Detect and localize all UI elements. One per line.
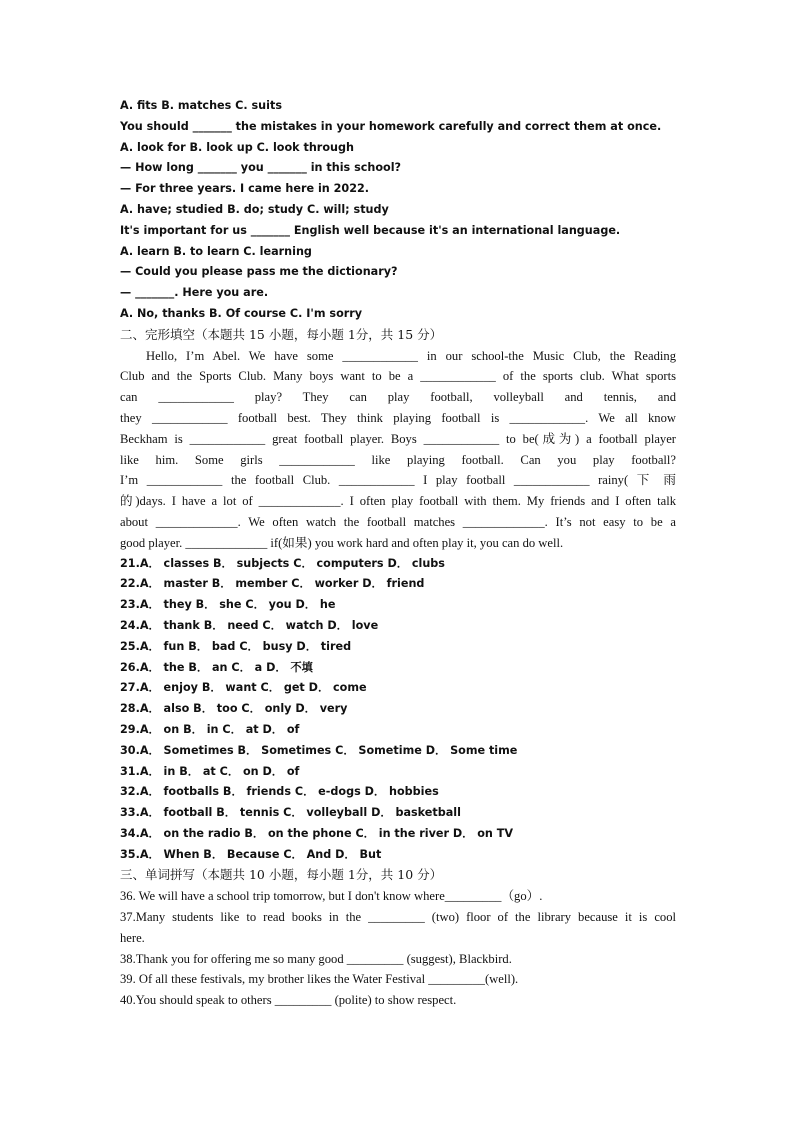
option-row: 22.A． master B． member C． worker D． friend [120,577,425,591]
question-line: — _______. Here you are. [120,286,269,300]
question-line: It's important for us _______ English well because it's an international language. [120,223,621,237]
question-line: — How long _______ you _______ in this school? [120,161,402,175]
option-row: 24.A． thank B． need C． watch D． love [120,618,379,632]
question-line: — Could you please pass me the dictionary? [120,265,398,279]
option-row: 30.A． Sometimes B． Sometimes C． Sometime D． Some time [120,743,518,757]
option-row: 26.A． the B． an C． a D． 不填 [120,660,313,674]
passage-line: about _____________. We often watch the football matches _____________. It’s not easy to be a [120,514,676,529]
option-row: 25.A． fun B． bad C． busy D． tired [120,639,352,653]
spelling-item: 40.You should speak to others _________ (polite) to show respect. [120,993,457,1008]
option-row: 31.A． in B． at C． on D． of [120,764,300,778]
option-row: 34.A． on the radio B． on the phone C． in the river D． on TV [120,826,514,840]
question-line: A. have; studied B. do; study C. will; study [120,202,389,216]
option-row: 21.A． classes B． subjects C． computers D． clubs [120,556,445,570]
passage-line: 的)days. I have a lot of _____________. I often play football with them. My friends and I often talk [120,494,676,509]
spelling-item: 39. Of all these festivals, my brother likes the Water Festival _________(well). [120,972,519,987]
question-line: — For three years. I came here in 2022. [120,182,370,196]
passage-line: Club and the Sports Club. Many boys want to be a ____________ of the sports club. What sports [120,369,676,384]
spelling-item: here. [120,930,145,945]
passage-line: I’m ____________ the football Club. ____________ I play football ____________ rainy( 下 雨 [120,473,676,488]
question-line: A. No, thanks B. Of course C. I'm sorry [120,306,363,320]
section-heading-spelling: 三、单词拼写（本题共 10 小题，每小题 1分，共 10 分） [120,867,443,883]
previous-questions [120,96,676,325]
passage-line: good player. _____________ if(如果) you work hard and often play it, you can do well. [120,535,564,550]
passage-line: Hello, I’m Abel. We have some ____________ in our school-the Music Club, the Reading [146,348,676,363]
question-line: You should _______ the mistakes in your homework carefully and correct them at once. [120,119,662,133]
option-row: 23.A． they B． she C． you D． he [120,598,336,612]
option-row: 28.A． also B． too C． only D． very [120,702,348,716]
spelling-items [120,886,676,1011]
section-heading-cloze: 二、完形填空（本题共 15 小题，每小题 1分，共 15 分） [120,326,443,342]
passage-line: Beckham is ____________ great football player. Boys ____________ to be(成为) a football player [120,431,676,446]
spelling-item: 37.Many students like to read books in the _________ (two) floor of the library because it is cool [120,910,676,925]
passage-line: they ____________ football best. They think playing football is ____________. We all know [120,410,676,425]
cloze-passage [120,346,676,554]
spelling-item: 36. We will have a school trip tomorrow, but I don't know where_________（go）. [120,889,543,904]
option-row: 27.A． enjoy B． want C． get D． come [120,681,367,695]
option-row: 35.A． When B． Because C． And D． But [120,847,382,861]
option-row: 33.A． football B． tennis C． volleyball D． basketball [120,806,461,820]
option-row: 29.A． on B． in C． at D． of [120,722,300,736]
exam-page [120,96,676,1011]
cloze-options [120,554,676,866]
passage-line: like him. Some girls ____________ like playing football. Can you play football? [120,452,676,467]
question-line: A. fits B. matches C. suits [120,99,282,112]
question-line: A. learn B. to learn C. learning [120,244,312,258]
passage-line: can ____________ play? They can play football, volleyball and tennis, and [120,390,676,405]
question-line: A. look for B. look up C. look through [120,140,354,154]
option-row: 32.A． footballs B． friends C． e-dogs D． hobbies [120,785,439,799]
spelling-item: 38.Thank you for offering me so many good _________ (suggest), Blackbird. [120,951,512,966]
